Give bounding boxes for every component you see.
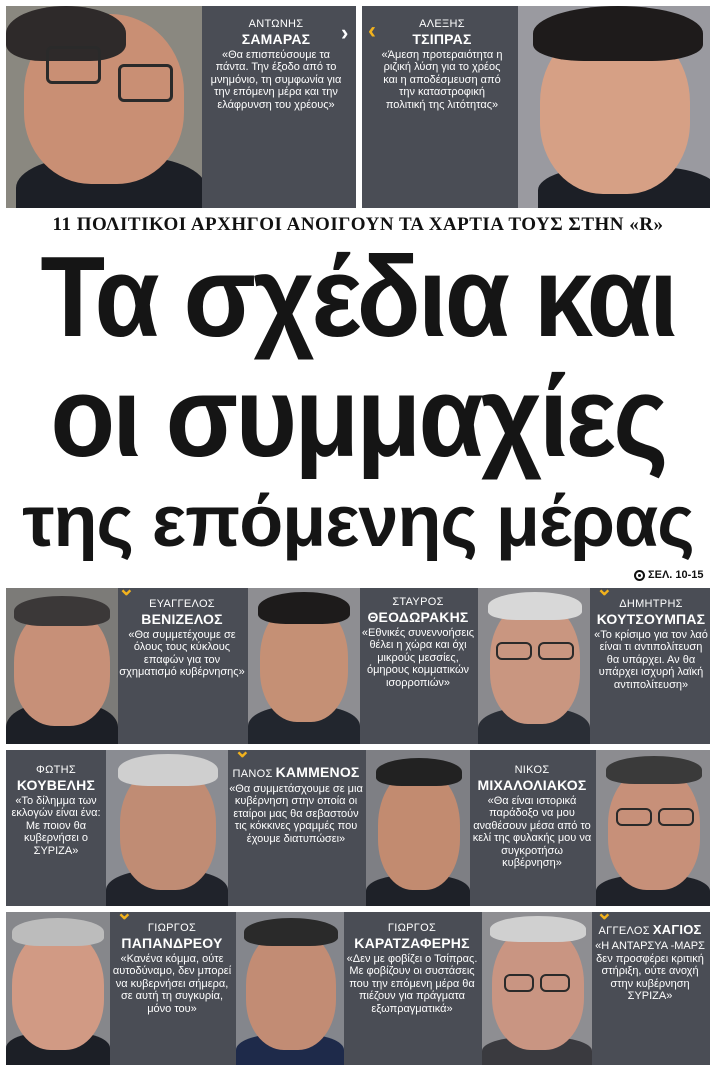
karatzaferis-photo — [236, 912, 344, 1065]
karatzaferis-quote: «Δεν με φοβίζει ο Τσίπρας. Με φοβίζουν οι συστάσεις που την επόμενη μέρα θα πιέζουν για πράγματα εξωπραγματικά» — [346, 952, 478, 1015]
chevron-down-icon: ⌄ — [118, 578, 135, 600]
koutsoumpas-quote-block — [592, 598, 710, 691]
chevron-down-icon: ⌄ — [596, 578, 613, 600]
theodorakis-last-name: ΘΕΟΔΩΡΑΚΗΣ — [367, 608, 469, 625]
kouvelis-quote-block — [6, 764, 106, 857]
venizelos-quote-block — [118, 598, 246, 679]
samaras-photo — [6, 6, 202, 208]
samaras-first-name: ΑΝΤΩΝΗΣ — [248, 18, 304, 30]
tsipras-quote-block — [378, 18, 506, 111]
chagios-quote: «Η ΑΝΤΑΡΣΥΑ -ΜΑΡΣ δεν προσφέρει κριτική στήριξη, ούτε ανοχή στην κυβέρνηση ΣΥΡΙΖΑ» — [595, 940, 705, 1002]
venizelos-photo — [6, 588, 118, 744]
chevron-left-icon: ‹ — [368, 17, 376, 44]
koutsoumpas-quote: «Το κρίσιμο για τον λαό είναι τι αντιπολίτευση θα υπάρχει. Αν θα υπάρχει ισχυρή λαϊκή αντιπολίτευση» — [594, 628, 708, 691]
page-reference-text: ΣΕΛ. 10-15 — [648, 569, 704, 581]
chevron-down-icon: ⌄ — [234, 740, 251, 762]
koutsoumpas-photo — [478, 588, 590, 744]
chagios-quote-block — [592, 922, 708, 1003]
theodorakis-first-name: ΣΤΑΥΡΟΣ — [392, 596, 444, 608]
papandreou-photo — [6, 912, 110, 1065]
kouvelis-first-name: ΦΩΤΗΣ — [36, 764, 76, 776]
top-band — [6, 6, 710, 208]
kammenos-quote-block — [228, 764, 364, 845]
chagios-first-name: ΑΓΓΕΛΟΣ — [598, 925, 650, 937]
papandreou-first-name: ΓΙΩΡΓΟΣ — [147, 922, 197, 934]
page-reference — [634, 569, 704, 581]
tsipras-quote: «Άμεση προτεραιότητα η ριζική λύση για το χρέος και η αποδέσμευση από την καταστροφική πολιτική της λιτότητας» — [381, 48, 503, 111]
theodorakis-quote: «Εθνικές συνεννοήσεις θέλει η χώρα και όχι μικρούς μεσσίες, όμηρους κομματικών ισορροπιών» — [361, 626, 475, 689]
samaras-quote-block — [206, 18, 349, 111]
michaloliakos-photo — [596, 750, 710, 906]
venizelos-quote: «Θα συμμετέχουμε σε όλους τους κύκλους επαφών για τον σχηματισμό κυβέρνησης» — [119, 628, 245, 678]
theodorakis-quote-block — [360, 596, 476, 689]
karatzaferis-first-name: ΓΙΩΡΓΟΣ — [387, 922, 437, 934]
kammenos-photo — [366, 750, 470, 906]
papandreou-quote-block — [110, 922, 234, 1015]
tsipras-first-name: ΑΛΕΞΗΣ — [419, 18, 465, 30]
venizelos-first-name: ΕΥΑΓΓΕΛΟΣ — [149, 598, 215, 610]
kouvelis-photo — [106, 750, 228, 906]
kammenos-last-name: ΚΑΜΜΕΝΟΣ — [275, 764, 360, 780]
grid-row-3 — [6, 902, 710, 1065]
kammenos-name-line — [228, 764, 364, 781]
theodorakis-photo — [248, 588, 360, 744]
tsipras-photo — [518, 6, 710, 208]
michaloliakos-quote: «Θα είναι ιστορικά παράδοξο να μου αναθέσουν μέσα από το κελί της φυλακής μου να συγκροτήσω κυβέρνηση» — [472, 794, 592, 869]
venizelos-last-name: ΒΕΝΙΖΕΛΟΣ — [141, 610, 223, 627]
chevron-down-icon: ⌄ — [116, 902, 133, 924]
tsipras-last-name: ΤΣΙΠΡΑΣ — [412, 30, 472, 47]
michaloliakos-first-name: ΝΙΚΟΣ — [514, 764, 550, 776]
papandreou-last-name: ΠΑΠΑΝΔΡΕΟΥ — [121, 934, 223, 951]
papandreou-quote: «Κανένα κόμμα, ούτε αυτοδύναμο, δεν μπορεί να κυβερνήσει σήμερα, σε αυτή τη συγκυρία, μόνο του» — [112, 952, 232, 1015]
michaloliakos-quote-block — [470, 764, 594, 870]
headline-line-1: Τα σχέδια και — [40, 234, 676, 361]
kouvelis-quote: «Το δίλημμα των εκλογών είναι ένα: Με ποιον θα κυβερνήσει ο ΣΥΡΙΖΑ» — [11, 794, 101, 857]
kouvelis-last-name: ΚΟΥΒΕΛΗΣ — [16, 776, 96, 793]
target-icon — [634, 570, 645, 581]
chagios-name-line — [592, 922, 708, 938]
karatzaferis-last-name: ΚΑΡΑΤΖΑΦΕΡΗΣ — [354, 934, 470, 951]
chagios-photo — [482, 912, 592, 1065]
chagios-last-name: ΧΑΓΙΟΣ — [652, 922, 702, 937]
karatzaferis-quote-block — [344, 922, 480, 1015]
grid-row-1 — [6, 578, 710, 744]
samaras-quote: «Θα επισπεύσουμε τα πάντα. Την έξοδο από το μνημόνιο, τη συμφωνία για την επόμενη μέρα και την ελάφρυνση του χρέους» — [210, 48, 342, 111]
koutsoumpas-first-name: ΔΗΜΗΤΡΗΣ — [619, 598, 683, 610]
kammenos-quote: «Θα συμμετάσχουμε σε μια κυβέρνηση στην οποία οι εταίροι μας θα σεβαστούν τις κόκκινες γραμμές που έχουμε διατυπώσει» — [229, 782, 363, 845]
kicker: 11 ΠΟΛΙΤΙΚΟΙ ΑΡΧΗΓΟΙ ΑΝΟΙΓΟΥΝ ΤΑ ΧΑΡΤΙΑ ΤΟΥΣ ΣΤΗΝ «R» — [52, 214, 664, 235]
koutsoumpas-last-name: ΚΟΥΤΣΟΥΜΠΑΣ — [596, 610, 706, 627]
chevron-right-icon: › — [341, 20, 349, 45]
michaloliakos-last-name: ΜΙΧΑΛΟΛΙΑΚΟΣ — [477, 776, 587, 793]
kammenos-first-name: ΠΑΝΟΣ — [232, 768, 273, 780]
top-divider — [356, 6, 362, 208]
headline-line-2: οι συμμαχίες — [50, 354, 666, 481]
samaras-last-name: ΣΑΜΑΡΑΣ — [241, 30, 311, 47]
chevron-down-icon: ⌄ — [596, 902, 613, 924]
grid-row-2 — [6, 740, 710, 906]
headline-line-3: της επόμενης μέρας — [22, 482, 694, 562]
